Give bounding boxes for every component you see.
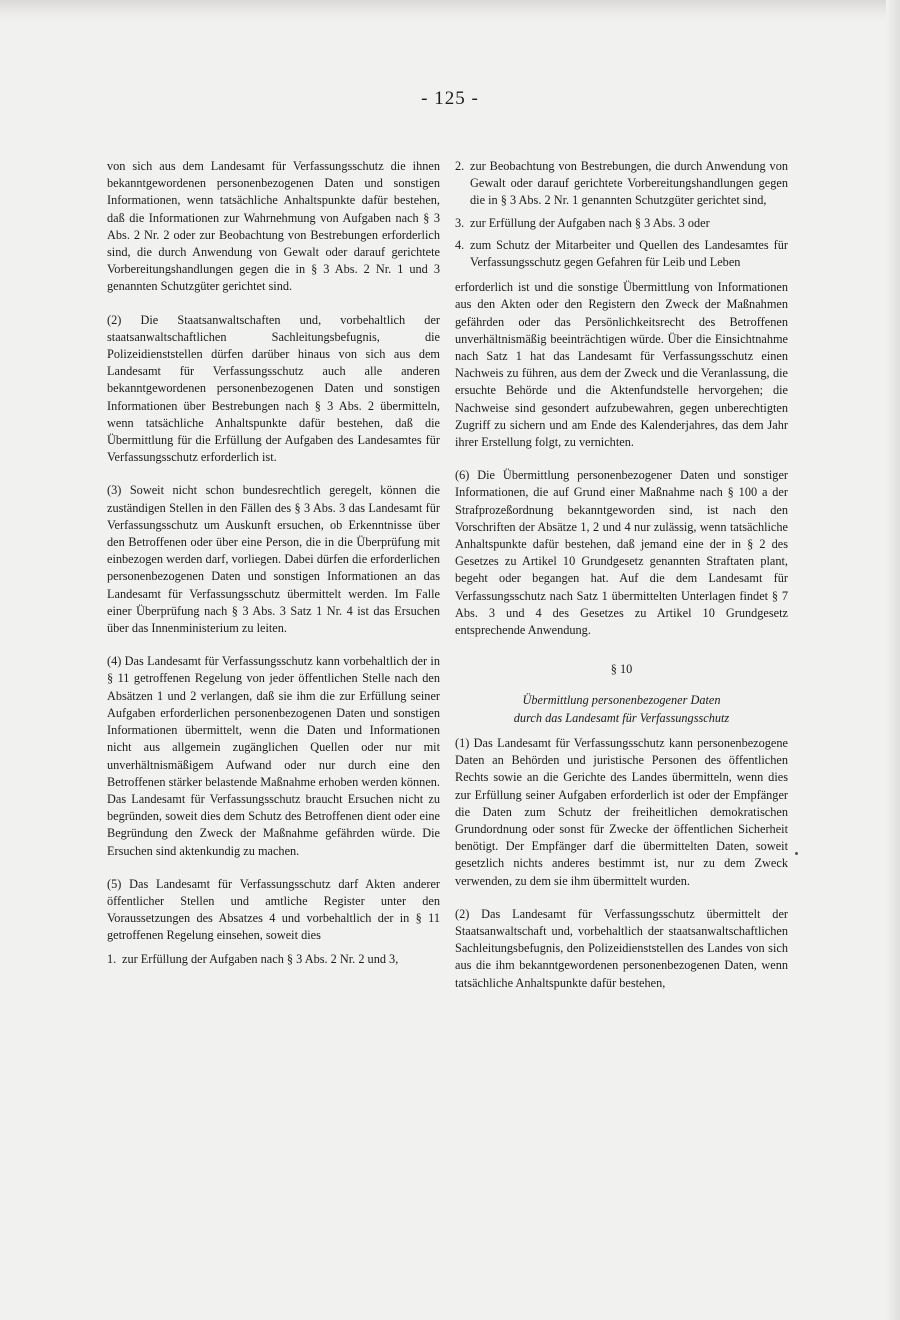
list-item-text: zur Erfüllung der Aufgaben nach § 3 Abs. 2 Nr. 2 und 3, bbox=[122, 951, 399, 966]
paragraph-4: (4) Das Landesamt für Verfassungsschutz kann vorbehaltlich der in § 11 getroffenen Regelung von jeder öffentlichen Stelle nach den Absätzen 1 und 2 verlangen, daß sie ihm die zur Erfüllung seiner Aufgaben erforderlichen personenbezogenen Daten und sonstigen Informationen übermittelt, wenn die Daten und Informationen nicht aus allgemein zugänglichen Quellen oder nur mit unverhältnismäßigem Aufwand oder nur durch eine den Betroffenen stärker belastende Maßnahme erhoben werden können. Das Landesamt für Verfassungsschutz braucht Ersuchen nicht zu begründen, soweit dies dem Schutz des Betroffenen dient oder eine Begründung den Zweck der Maßnahme gefährden würde. Die Ersuchen sind aktenkundig zu machen. bbox=[107, 654, 440, 858]
list-item-number: 1. bbox=[107, 951, 117, 966]
list-item-text: zur Erfüllung der Aufgaben nach § 3 Abs. 3 oder bbox=[470, 215, 710, 230]
paragraph-5-continued: erforderlich ist und die sonstige Übermittlung von Informationen aus den Akten oder den Registern den Zweck der Maßnahmen gefährden oder das Persönlichkeitsrecht des Betroffenen unverhältnismäßig beeinträchtigen würde. Über die Einsichtnahme nach Satz 1 hat das Landesamt für Verfassungsschutz einen Nachweis zu führen, aus dem der Zweck und die Veranlassung, die ersuchte Behörde und die Aktenfundstelle hervorgehen; die Nachweise sind gesondert aufzubewahren, gegen unberechtigten Zugriff zu sichern und am Ende des Kalenderjahres, das dem Jahr ihrer Erstellung folgt, zu vernichten. bbox=[455, 280, 788, 450]
paragraph-5: (5) Das Landesamt für Verfassungsschutz darf Akten anderer öffentlicher Stellen und amtliche Register unter den Voraussetzungen des Absatzes 4 und vorbehaltlich der in § 11 getroffenen Regelung einsehen, soweit dies bbox=[107, 876, 440, 943]
paragraph-intro: von sich aus dem Landesamt für Verfassungsschutz die ihnen bekanntgewordenen personenbezogenen Daten und sonstigen Informationen, wenn tatsächliche Anhaltspunkte dafür bestehen, daß die Informationen zur Wahrnehmung von Aufgaben nach § 3 Abs. 2 Nr. 2 oder zur Beobachtung von Bestrebungen erforderlich sind, die durch Anwendung von Gewalt oder darauf gerichtete Vorbereitungshandlungen gegen die in § 3 Abs. 2 Nr. 1 und 3 genannten Schutzgüter gerichtet sind. bbox=[107, 159, 440, 294]
list-item-text: zum Schutz der Mitarbeiter und Quellen des Landesamtes für Verfassungsschutz gegen Gefahren für Leib und Leben bbox=[470, 237, 788, 270]
list-item-number: 2. bbox=[455, 159, 465, 173]
paragraph-6: (6) Die Übermittlung personenbezogener Daten und sonstiger Informationen, die auf Grund einer Maßnahme nach § 100 a der Strafprozeßordnung bekanntgeworden sind, ist nach den Vorschriften der Absätze 1, 2 und 4 nur zulässig, wenn tatsächliche Anhaltspunkte dafür bestehen, daß jemand eine der in § 2 des Gesetzes zu Artikel 10 Grundgesetz genannten Straftaten plant, begeht oder begangen hat. Auf die dem Landesamt für Verfassungsschutz nach Satz 1 übermittelten Unterlagen findet § 7 Abs. 3 und 4 des Gesetzes zu Artikel 10 Grundgesetz entsprechende Anwendung. bbox=[455, 468, 788, 638]
section-title bbox=[455, 692, 788, 726]
page-shadow bbox=[886, 0, 900, 1320]
list-item-number: 4. bbox=[455, 237, 465, 252]
page-number: - 125 - bbox=[421, 88, 479, 109]
section-heading: § 10 bbox=[610, 662, 633, 677]
section-title-line-2: durch das Landesamt für Verfassungsschutz bbox=[513, 710, 730, 725]
list-item-1 bbox=[107, 951, 440, 968]
paragraph-3: (3) Soweit nicht schon bundesrechtlich geregelt, können die zuständigen Stellen in den Fällen des § 3 Abs. 3 das Landesamt für Verfassungsschutz um Auskunft ersuchen, ob Erkenntnisse über den Betroffenen oder über eine Person, die in die Überprüfung mit einbezogen werden darf, vorliegen. Dabei dürfen die erforderlichen personenbezogenen Daten und sonstigen Informationen an das Landesamt für Verfassungsschutz übermittelt werden. Im Falle einer Überprüfung nach § 3 Abs. 3 Satz 1 Nr. 4 ist das Ersuchen über das Innenministerium zu leiten. bbox=[107, 483, 440, 636]
list-item-2 bbox=[455, 158, 788, 210]
scan-edge bbox=[0, 0, 900, 22]
right-column bbox=[455, 158, 788, 1008]
section-title-line-1: Übermittlung personenbezogener Daten bbox=[522, 693, 721, 708]
list-item-4 bbox=[455, 237, 788, 271]
scan-speck bbox=[795, 852, 798, 855]
list-item-number: 3. bbox=[455, 215, 465, 230]
left-column bbox=[107, 158, 440, 973]
paragraph-2: (2) Die Staatsanwaltschaften und, vorbehaltlich der staatsanwaltschaftlichen Sachleitungsbefugnis, die Polizeidienststellen dürfen darüber hinaus von sich aus dem Landesamt für Verfassungsschutz auch alle anderen bekanntgewordenen personenbezogenen Daten und sonstigen Informationen über Bestrebungen nach § 3 Abs. 2 übermitteln, wenn tatsächliche Anhaltspunkte dafür bestehen, daß die Übermittlung für die Erfüllung der Aufgaben des Landesamtes für Verfassungsschutz erforderlich ist. bbox=[107, 312, 440, 465]
list-item-text: zur Beobachtung von Bestrebungen, die durch Anwendung von Gewalt oder darauf gerichtete Vorbereitungshandlungen gegen die in § 3 Abs. 2 Nr. 1 genannten Schutzgüter gerichtet sind, bbox=[470, 159, 788, 208]
section-10-paragraph-1: (1) Das Landesamt für Verfassungsschutz kann personenbezogene Daten an Behörden und juristische Personen des öffentlichen Rechts sowie an die Gerichte des Landes übermitteln, wenn dies zur Erfüllung seiner Aufgaben erforderlich ist oder der Empfänger die Daten zum Schutz der freiheitlichen demokratischen Grundordnung oder sonst für Zwecke der öffentlichen Sicherheit benötigt. Der Empfänger darf die übermittelten Daten, soweit gesetzlich nichts anderes bestimmt ist, nur zu dem Zweck verwenden, zu dem sie ihm übermittelt wurden. bbox=[455, 735, 788, 888]
section-10-paragraph-2: (2) Das Landesamt für Verfassungsschutz übermittelt der Staatsanwaltschaft und, vorbehaltlich der staatsanwaltschaftlichen Sachleitungsbefugnis, den Polizeidienststellen des Landes von sich aus die ihm bekanntgewordenen personenbezogenen Daten, wenn tatsächliche Anhaltspunkte dafür bestehen, bbox=[455, 906, 788, 990]
list-item-3 bbox=[455, 215, 788, 232]
